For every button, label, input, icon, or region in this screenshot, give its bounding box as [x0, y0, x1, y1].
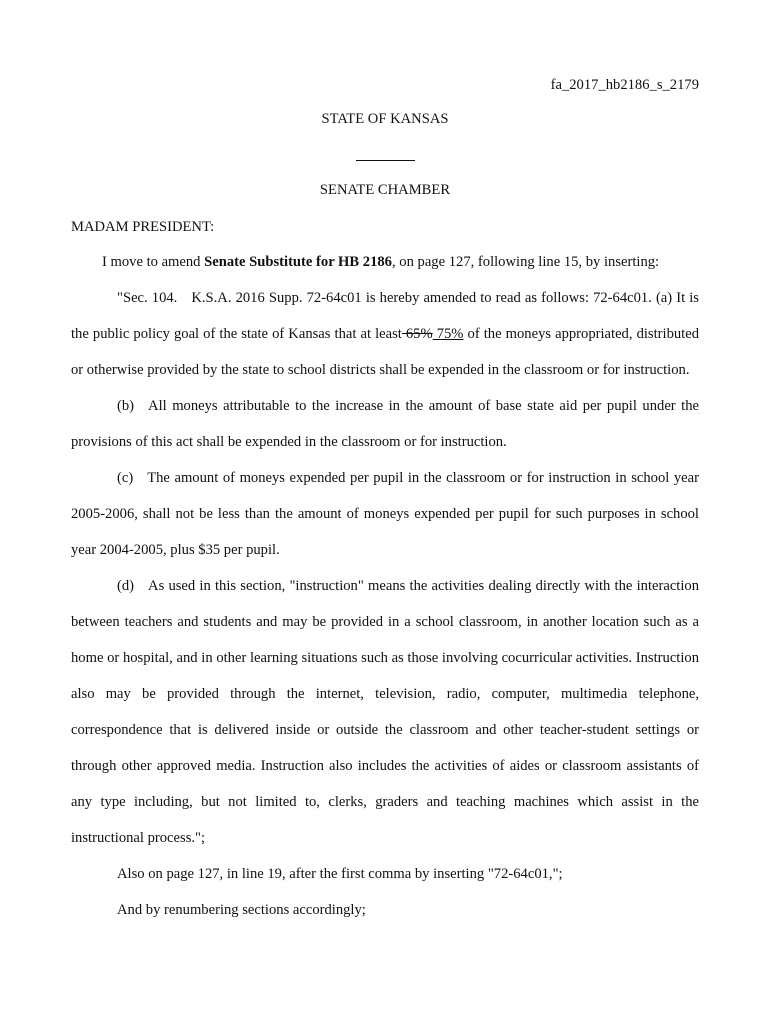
- subsection-c-label: (c): [117, 470, 134, 486]
- subsection-b-label: (b): [117, 398, 135, 414]
- document-id: fa_2017_hb2186_s_2179: [550, 77, 699, 93]
- state-heading: STATE OF KANSAS: [321, 111, 449, 127]
- subsection-c: [71, 460, 699, 568]
- subsection-c-text: The amount of moneys expended per pupil in the classroom or for instruction in school year 2005-2006, shall not be less than the amount of moneys expended per pupil for such purposes in school year 2004-2005, plus $35 per pupil.: [71, 470, 699, 558]
- amendment-body: [71, 244, 699, 928]
- section-lead: K.S.A. 2016 Supp. 72-64c01 is hereby amended to read as follows: 72-64c01. (a) It is the public policy goal of the state of Kansas that at least: [71, 290, 699, 342]
- subsection-d-label: (d): [117, 578, 135, 594]
- section-paragraph: [71, 280, 699, 388]
- section-number: "Sec. 104.: [117, 290, 178, 306]
- bill-name: Senate Substitute for HB 2186: [204, 254, 392, 270]
- motion-paragraph: [71, 244, 699, 280]
- chamber-heading: SENATE CHAMBER: [319, 182, 451, 198]
- subsection-b: [71, 388, 699, 460]
- motion-prefix: I move to amend: [102, 254, 205, 270]
- also-paragraph: Also on page 127, in line 19, after the first comma by inserting "72-64c01,";: [117, 866, 563, 882]
- subsection-b-text: All moneys attributable to the increase in the amount of base state aid per pupil under the provisions of this act shall be expended in the classroom or for instruction.: [71, 398, 699, 450]
- subsection-d: [71, 568, 699, 856]
- heading-divider: [356, 160, 415, 161]
- subsection-d-text: As used in this section, "instruction" means the activities dealing directly with the interaction between teachers and students and may be provided in a school classroom, in another location such as a home or hospital, and in other learning situations such as those involving cocurricular activities. Instruction also may be provided through the internet, television, radio, computer, multimedia telephone, correspondence that is delivered inside or outside the classroom and other teacher-student settings or through other approved media. Instruction also includes the activities of aides or classroom assistants of any type including, but not limited to, clerks, graders and teaching machines which assist in the instructional process.";: [71, 578, 699, 846]
- section-rest: of the moneys appropriated, distributed or otherwise provided by the state to school districts shall be expended in the classroom or for instruction.: [71, 326, 699, 378]
- renumber-paragraph: And by renumbering sections accordingly;: [117, 902, 366, 918]
- salutation: MADAM PRESIDENT:: [71, 219, 215, 235]
- motion-suffix: , on page 127, following line 15, by inserting:: [391, 254, 660, 270]
- inserted-text: 75%: [432, 326, 464, 342]
- struck-text: 65%: [401, 326, 433, 342]
